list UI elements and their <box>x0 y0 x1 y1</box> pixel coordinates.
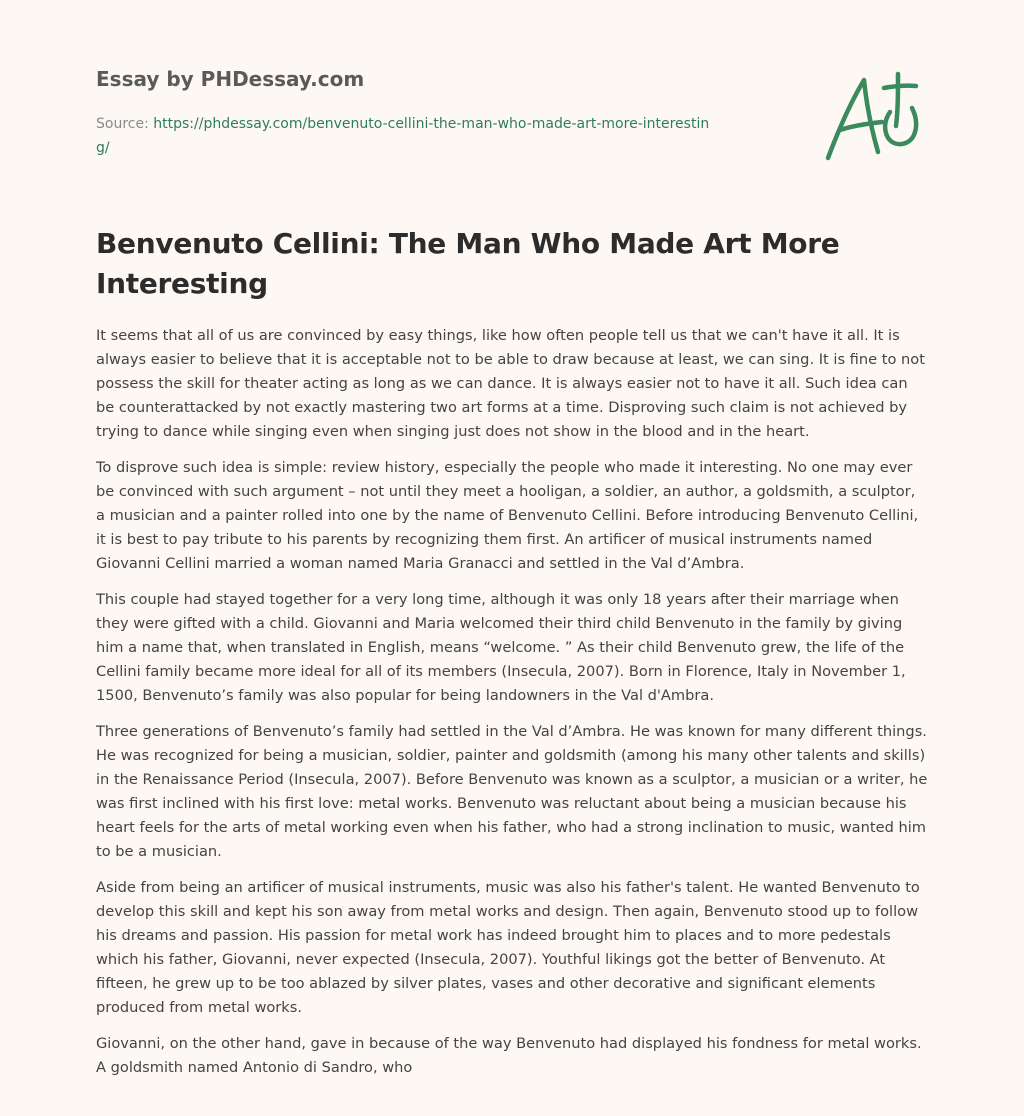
source-link[interactable]: https://phdessay.com/benvenuto-cellini-the-man-who-made-art-more-interesting/ <box>96 116 710 156</box>
essay-paragraph: Aside from being an artificer of musical instruments, music was also his father's talent. He wanted Benvenuto to develop this skill and kept his son away from metal works and design. Then again, Benvenuto stood up to follow his dreams and passion. His passion for metal work has indeed brought him to places and to more pedestals which his father, Giovanni, never expected (Insecula, 2007). Youthful likings got the better of Benvenuto. At fifteen, he grew up to be too ablazed by silver plates, vases and other decorative and significant elements produced from metal works. <box>96 879 920 1016</box>
essay-paragraph: Three generations of Benvenuto’s family had settled in the Val d’Ambra. He was known for many different things. He was recognized for being a musician, soldier, painter and goldsmith (among his many other talents and skills) in the Renaissance Period (Insecula, 2007). Before Benvenuto was known as a sculptor, a musician or a writer, he was first inclined with his first love: metal works. Benvenuto was reluctant about being a musician because his heart feels for the arts of metal working even when his father, who had a strong inclination to music, wanted him to be a musician. <box>96 723 928 860</box>
essay-paragraph: It seems that all of us are convinced by easy things, like how often people tell us that we can't have it all. It is always easier to believe that it is acceptable not to be able to draw because at least, we can sing. It is fine to not possess the skill for theater acting as long as we can dance. It is always easier not to have it all. Such idea can be counterattacked by not exactly mastering two art forms at a time. Disproving such claim is not achieved by trying to dance while singing even when singing just does not show in the blood and in the heart. <box>96 327 925 440</box>
a-plus-logo-icon <box>820 66 928 166</box>
source-label: Source: <box>96 116 149 132</box>
essay-body <box>96 324 928 1092</box>
essay-paragraph: This couple had stayed together for a very long time, although it was only 18 years after their marriage when they were gifted with a child. Giovanni and Maria welcomed their third child Benvenuto in the family by giving him a name that, when translated in English, means “welcome. ” As their child Benvenuto grew, the life of the Cellini family became more ideal for all of its members (Insecula, 2007). Born in Florence, Italy in November 1, 1500, Benvenuto’s family was also popular for being landowners in the Val d'Ambra. <box>96 591 906 704</box>
essay-paragraph: Giovanni, on the other hand, gave in because of the way Benvenuto had displayed his fondness for metal works. A goldsmith named Antonio di Sandro, who <box>96 1035 922 1076</box>
page-header <box>96 66 736 160</box>
source-line <box>96 112 716 160</box>
essay-paragraph: To disprove such idea is simple: review history, especially the people who made it interesting. No one may ever be convinced with such argument – not until they meet a hooligan, a soldier, an author, a goldsmith, a sculptor, a musician and a painter rolled into one by the name of Benvenuto Cellini. Before introducing Benvenuto Cellini, it is best to pay tribute to his parents by recognizing them first. An artificer of musical instruments named Giovanni Cellini married a woman named Maria Granacci and settled in the Val d’Ambra. <box>96 459 919 572</box>
essay-title: Benvenuto Cellini: The Man Who Made Art More Interesting <box>96 227 840 300</box>
a-plus-logo <box>820 66 928 166</box>
site-title: Essay by PHDessay.com <box>96 67 365 91</box>
